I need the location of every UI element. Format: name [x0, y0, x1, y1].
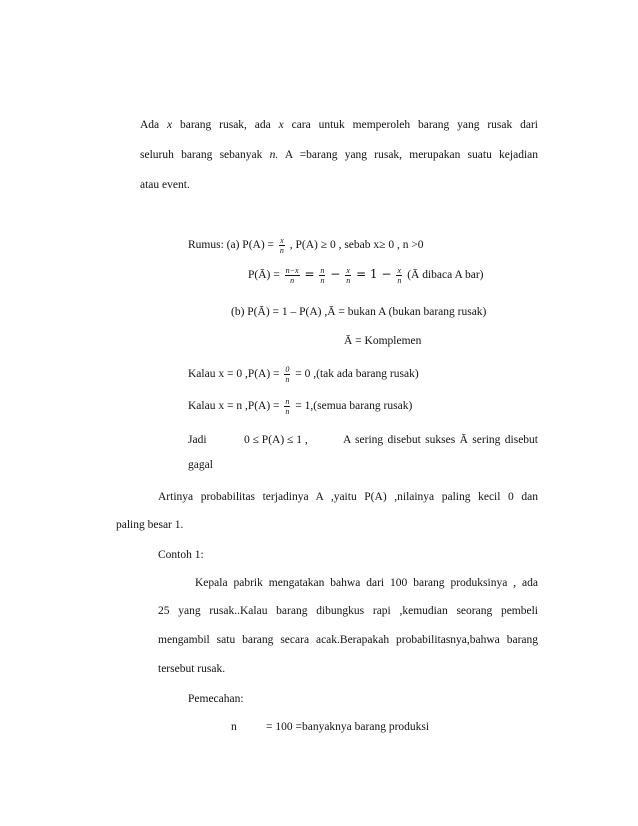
formula-b: (b) P(Ā) = 1 – P(A) ,Ā = bukan A (bukan barang rusak)	[231, 306, 487, 318]
formula-note: (Ā dibaca A bar)	[407, 269, 484, 282]
numerator: x	[346, 266, 350, 275]
denominator: n	[346, 276, 351, 285]
fraction-0-over-n	[284, 365, 290, 384]
var-x: x	[278, 119, 284, 131]
fraction-n-over-n	[319, 266, 325, 285]
jadi-desc: A sering disebut sukses Ā sering disebut	[343, 434, 538, 446]
text: Kalau x = n ,P(A) =	[188, 400, 280, 413]
numerator: 0	[285, 365, 290, 374]
text: cara untuk memperoleh barang yang rusak dari	[291, 119, 538, 131]
example-line-4: tersebut rusak.	[158, 663, 226, 675]
text: = 0 ,(tak ada barang rusak)	[295, 368, 419, 381]
example-title: Contoh 1:	[158, 549, 204, 561]
jadi-word: Jadi	[188, 434, 207, 446]
formula-condition: , P(A) ≥ 0 , sebab x≥ 0 , n >0	[289, 239, 424, 252]
jadi-range: 0 ≤ P(A) ≤ 1 ,	[244, 434, 308, 446]
formula-a	[188, 236, 424, 255]
denominator: n	[320, 276, 325, 285]
solution-n-value: = 100 =banyaknya barang produksi	[266, 721, 430, 733]
fraction-n-minus-x-over-n	[285, 266, 300, 285]
artinya-line-1: Artinya probabilitas terjadinya A ,yaitu P(A) ,nilainya paling kecil 0 dan	[158, 491, 538, 503]
artinya-line-2: paling besar 1.	[116, 519, 184, 531]
formula-label: P(Ā) =	[248, 269, 280, 282]
komplemen-line: Ā = Komplemen	[344, 335, 422, 347]
numerator: n	[320, 266, 325, 275]
formula-label: Rumus: (a) P(A) =	[188, 239, 275, 252]
fraction-x-over-n	[345, 266, 351, 285]
var-n: n.	[269, 149, 279, 161]
text: ada	[254, 119, 271, 131]
denominator: n	[290, 276, 295, 285]
paragraph-1-line-3: atau event.	[140, 179, 190, 191]
denominator: n	[279, 246, 284, 255]
text: = 1,(semua barang rusak)	[295, 400, 413, 413]
kalau-x-zero	[188, 365, 419, 384]
text: barang rusak,	[180, 119, 247, 131]
example-line-2: 25 yang rusak..Kalau barang dibungkus rapi ,kemudian seorang pembeli	[158, 605, 538, 617]
solution-n-label: n	[231, 721, 237, 733]
paragraph-1-line-1	[140, 118, 538, 132]
solution-title: Pemecahan:	[188, 693, 244, 705]
numerator: n	[285, 397, 290, 406]
kalau-x-n	[188, 397, 412, 416]
fraction-n-over-n	[284, 397, 290, 416]
text: Ada	[140, 119, 160, 131]
formula-abar	[248, 266, 484, 285]
jadi-gagal: gagal	[188, 459, 213, 471]
var-x: x	[167, 119, 173, 131]
fraction-x-over-n	[396, 266, 402, 285]
denominator: n	[397, 276, 402, 285]
minus-sign: −	[330, 267, 341, 282]
text: Kalau x = 0 ,P(A) =	[188, 368, 280, 381]
paragraph-1-line-2	[140, 148, 538, 162]
numerator: x	[397, 266, 402, 275]
text: seluruh barang sebanyak	[140, 149, 263, 161]
equals-one-minus: = 1 −	[356, 267, 392, 282]
equals-sign: =	[304, 267, 315, 282]
example-line-1: Kepala pabrik mengatakan bahwa dari 100 barang produksinya , ada	[195, 577, 538, 589]
denominator: n	[285, 407, 290, 416]
numerator: x	[280, 236, 284, 245]
numerator: n−x	[285, 266, 299, 275]
fraction-x-over-n	[279, 236, 285, 255]
text: A =barang yang rusak, merupakan suatu kejadian	[284, 149, 539, 161]
example-line-3: mengambil satu barang secara acak.Berapakah probabilitasnya,bahwa barang	[158, 634, 538, 646]
denominator: n	[285, 375, 290, 384]
